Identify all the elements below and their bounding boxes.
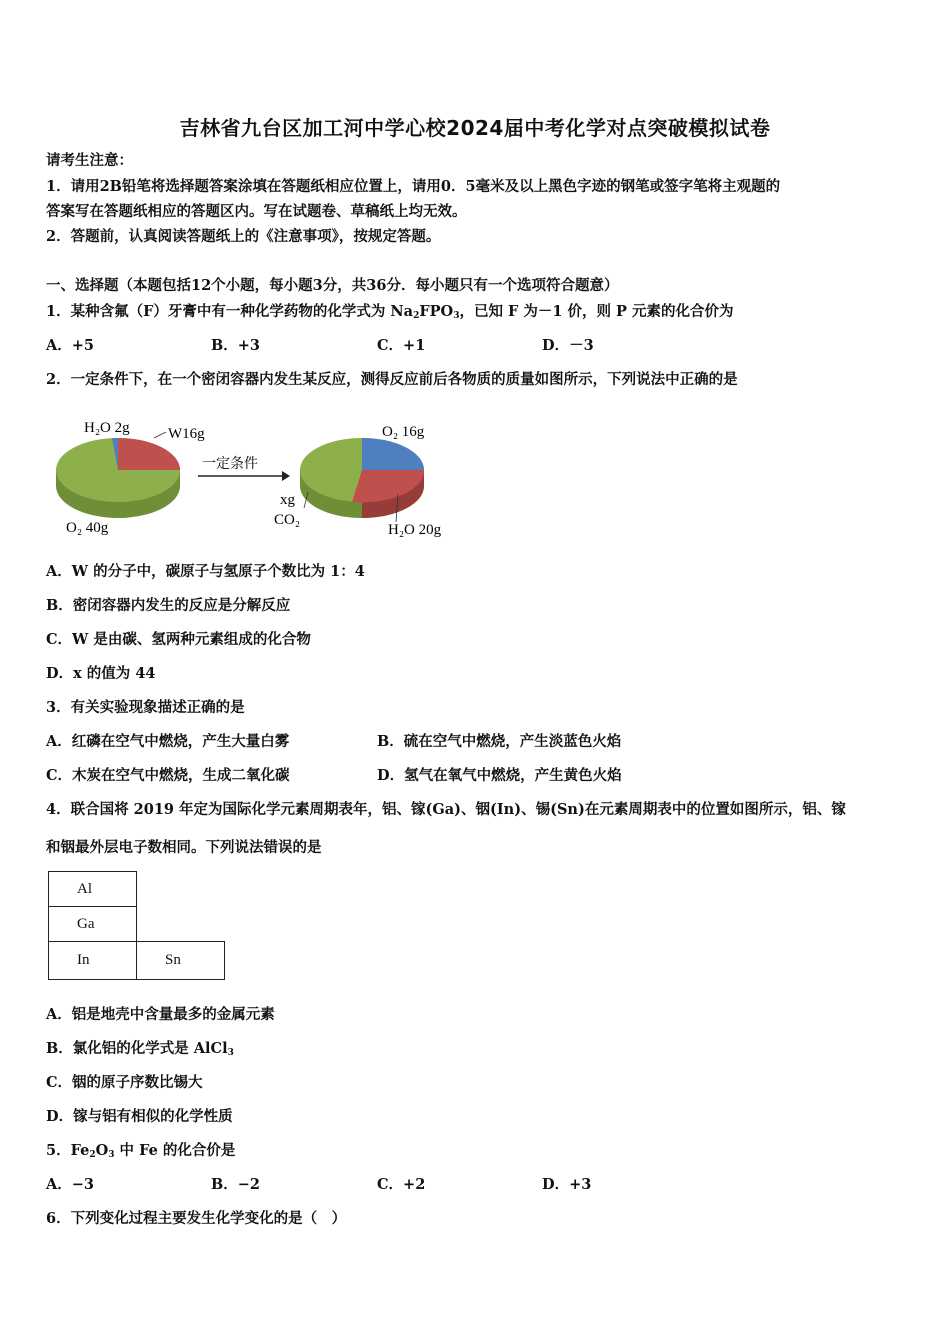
arrow-label: 一定条件 bbox=[202, 456, 258, 472]
section-heading: 一、选择题（本题包括12个小题，每小题3分，共36分．每小题只有一个选项符合题意） bbox=[46, 277, 619, 294]
cell-ga: Ga bbox=[49, 907, 137, 942]
q2-option-b[interactable]: B．密闭容器内发生的反应是分解反应 bbox=[46, 597, 291, 614]
question-4-stem-2: 和铟最外层电子数相同。下列说法错误的是 bbox=[46, 839, 322, 856]
mass-pie-figure bbox=[46, 410, 466, 550]
question-6-stem: 6．下列变化过程主要发生化学变化的是（ ） bbox=[46, 1210, 347, 1227]
q3-option-b[interactable]: B．硫在空气中燃烧，产生淡蓝色火焰 bbox=[377, 733, 622, 750]
after-h2o-label: H₂O 20g bbox=[388, 522, 442, 538]
page-title: 吉林省九台区加工河中学心校2024届中考化学对点突破模拟试卷 bbox=[179, 116, 771, 140]
after-o2-slice bbox=[362, 438, 424, 470]
notice-item-2: 2．答题前，认真阅读答题纸上的《注意事项》，按规定答题。 bbox=[46, 228, 441, 245]
q4-option-a[interactable]: A．铝是地壳中含量最多的金属元素 bbox=[46, 1006, 275, 1023]
before-h2o-label: H₂O 2g bbox=[84, 420, 130, 436]
q2-option-a[interactable]: A．W 的分子中，碳原子与氢原子个数比为 1：4 bbox=[46, 563, 365, 580]
notice-item-1a: 1．请用2B铅笔将选择题答案涂填在答题纸相应位置上，请用0．5毫米及以上黑色字迹的钢笔或签字笔将主观题的 bbox=[46, 178, 781, 195]
q3-option-a[interactable]: A．红磷在空气中燃烧，产生大量白雾 bbox=[46, 733, 290, 750]
before-w-label: W16g bbox=[168, 426, 205, 442]
before-w-slice bbox=[118, 438, 180, 470]
after-pie bbox=[300, 438, 424, 518]
cell-al: Al bbox=[49, 872, 137, 907]
q3-option-d[interactable]: D．氢气在氧气中燃烧，产生黄色火焰 bbox=[377, 767, 622, 784]
question-3-stem: 3．有关实验现象描述正确的是 bbox=[46, 699, 245, 716]
question-2-stem: 2．一定条件下，在一个密闭容器内发生某反应，测得反应前后各物质的质量如图所示，下列说法中正确的是 bbox=[46, 371, 738, 388]
q1-option-b[interactable]: B．+3 bbox=[211, 337, 260, 354]
before-o2-label: O₂ 40g bbox=[66, 520, 109, 536]
question-4-stem-1: 4．联合国将 2019 年定为国际化学元素周期表年，铝、镓(Ga)、铟(In)、锡(Sn)在元素周期表中的位置如图所示，铝、镓 bbox=[46, 801, 846, 818]
q4-option-b[interactable]: B．氯化铝的化学式是 AlCl$_3$ bbox=[46, 1040, 234, 1058]
q5-option-c[interactable]: C．+2 bbox=[377, 1176, 426, 1193]
q5-option-b[interactable]: B．−2 bbox=[211, 1176, 260, 1193]
after-o2-label: O₂ 16g bbox=[382, 424, 425, 440]
q2-option-c[interactable]: C．W 是由碳、氢两种元素组成的化合物 bbox=[46, 631, 311, 648]
q1-option-d[interactable]: D．－3 bbox=[542, 337, 594, 354]
q5-option-a[interactable]: A．−3 bbox=[46, 1176, 94, 1193]
q5-option-d[interactable]: D．+3 bbox=[542, 1176, 592, 1193]
question-5-stem: 5．$Fe_2O_3$ 中 Fe 的化合价是 bbox=[46, 1142, 236, 1160]
periodic-table-fragment bbox=[48, 871, 225, 980]
question-1-stem: 1．某种含氟（F）牙膏中有一种化学药物的化学式为 $Na_2FPO_3$，已知 F 为－1 价，则 P 元素的化合价为 bbox=[46, 303, 734, 321]
cell-in: In bbox=[49, 942, 137, 980]
after-x-label: xg bbox=[280, 492, 295, 508]
q2-option-d[interactable]: D．x 的值为 44 bbox=[46, 665, 156, 682]
q1-option-c[interactable]: C．+1 bbox=[377, 337, 426, 354]
q4-option-d[interactable]: D．镓与铝有相似的化学性质 bbox=[46, 1108, 233, 1125]
notice-item-1b: 答案写在答题纸相应的答题区内。写在试题卷、草稿纸上均无效。 bbox=[46, 203, 467, 220]
notice-heading: 请考生注意： bbox=[46, 152, 133, 169]
after-co2-label: CO₂ bbox=[274, 512, 301, 528]
q3-option-c[interactable]: C．木炭在空气中燃烧，生成二氧化碳 bbox=[46, 767, 290, 784]
q4-option-c[interactable]: C．铟的原子序数比锡大 bbox=[46, 1074, 203, 1091]
cell-sn: Sn bbox=[137, 942, 225, 980]
before-pie bbox=[56, 438, 180, 518]
q1-option-a[interactable]: A．+5 bbox=[46, 337, 94, 354]
